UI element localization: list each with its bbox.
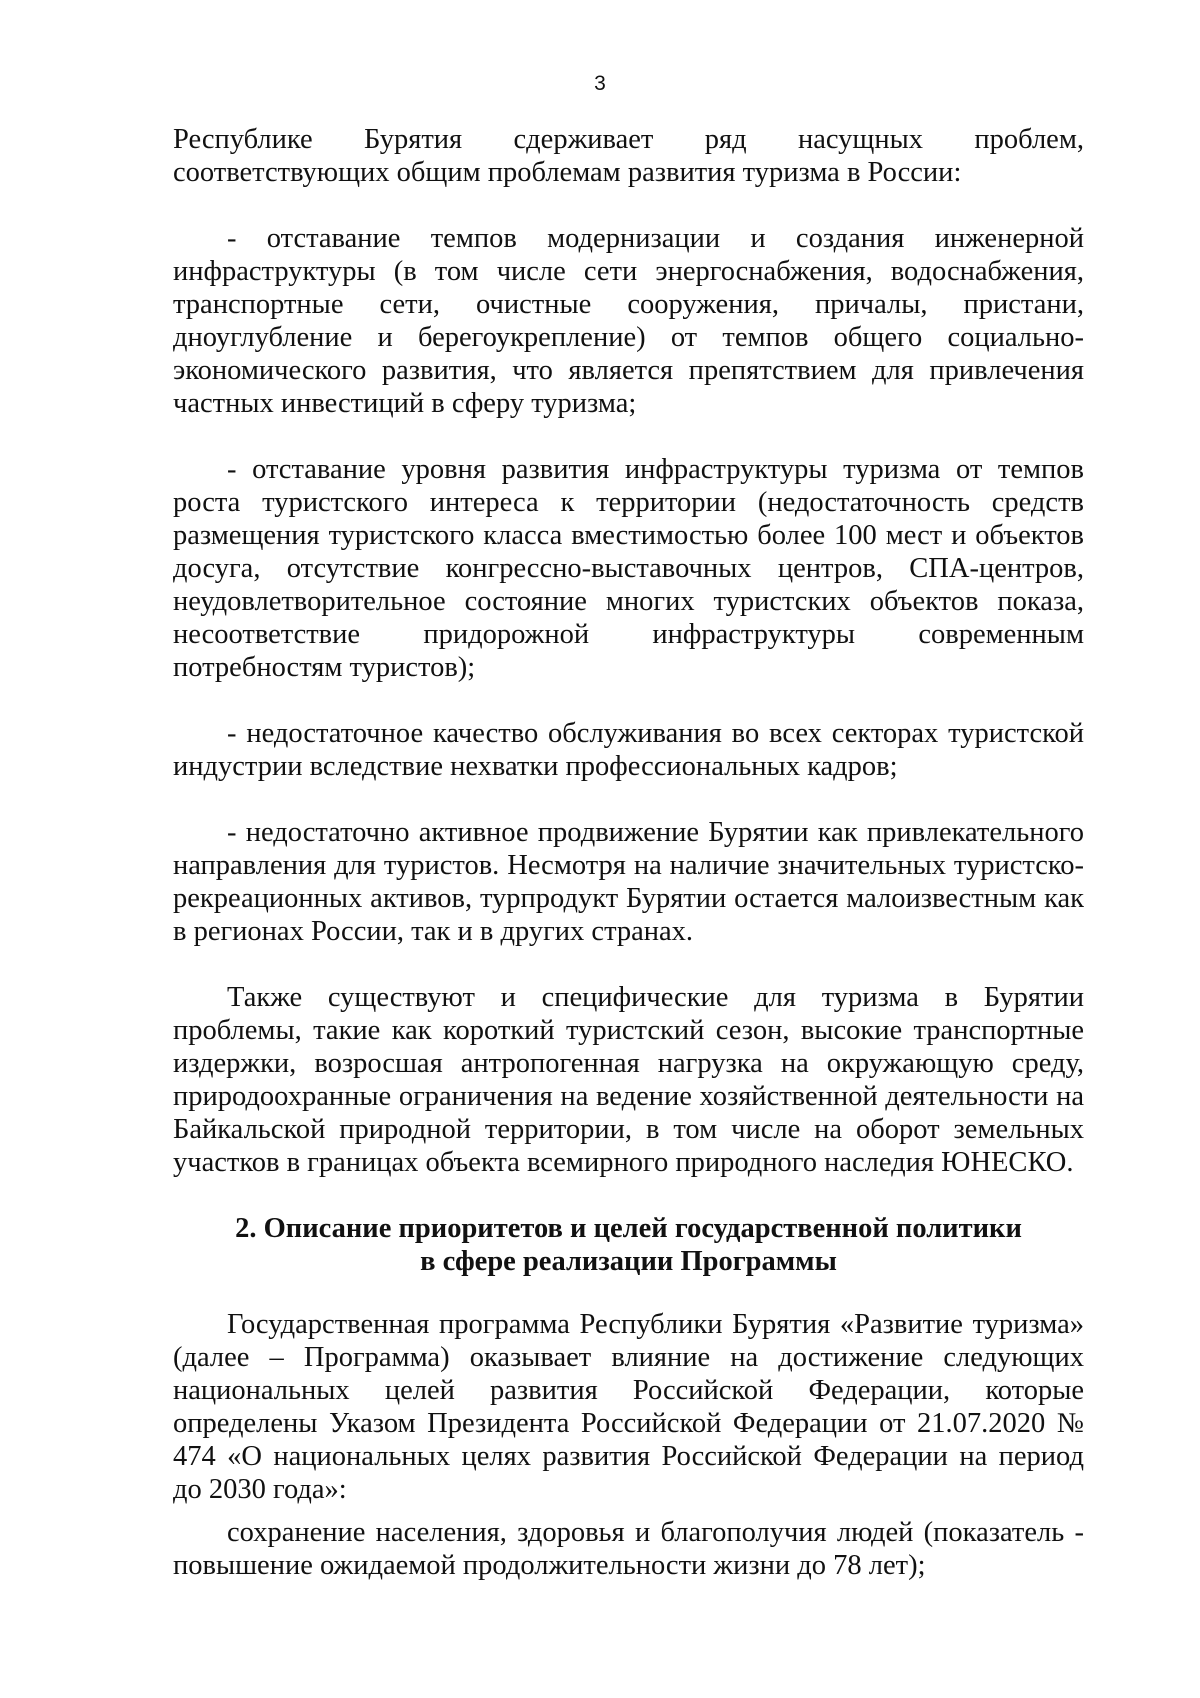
section-heading-line-1: 2. Описание приоритетов и целей государственной политики	[235, 1213, 1022, 1244]
paragraph-problem-tourism-infrastructure: - отставание уровня развития инфраструктуры туризма от темпов роста туристского интереса к территории (недостаточность средств размещения туристского класса вместимостью более 100 мест и объектов досуга, отсутствие конгрессно-выставочных центров, СПА-центров, неудовлетворительное состояние многих туристских объектов показа, несоответствие придорожной инфраструктуры современным потребностям туристов);	[173, 454, 1084, 683]
paragraph-national-goal: сохранение населения, здоровья и благополучия людей (показатель - повышение ожидаемой продолжительности жизни до 78 лет);	[173, 1517, 1084, 1581]
paragraph-problem-engineering-infrastructure: - отставание темпов модернизации и создания инженерной инфраструктуры (в том числе сети энергоснабжения, водоснабжения, транспортные сети, очистные сооружения, причалы, пристани, дноуглубление и берегоукрепление) от темпов общего социально-экономического развития, что является препятствием для привлечения частных инвестиций в сферу туризма;	[173, 223, 1084, 419]
paragraph-intro: Республике Бурятия сдерживает ряд насущных проблем, соответствующих общим проблемам развития туризма в России:	[173, 124, 1084, 188]
document-body	[173, 123, 1084, 1582]
section-heading	[173, 1212, 1084, 1278]
paragraph-specific-problems: Также существуют и специфические для туризма в Бурятии проблемы, такие как короткий туристский сезон, высокие транспортные издержки, возросшая антропогенная нагрузка на окружающую среду, природоохранные ограничения на ведение хозяйственной деятельности на Байкальской природной территории, в том числе на оборот земельных участков в границах объекта всемирного природного наследия ЮНЕСКО.	[173, 982, 1084, 1178]
paragraph-problem-service-quality: - недостаточное качество обслуживания во всех секторах туристской индустрии вследствие нехватки профессиональных кадров;	[173, 718, 1084, 782]
section-heading-line-2: в сфере реализации Программы	[420, 1246, 837, 1277]
paragraph-program-influence: Государственная программа Республики Бурятия «Развитие туризма» (далее – Программа) оказывает влияние на достижение следующих национальных целей развития Российской Федерации, которые определены Указом Президента Российской Федерации от 21.07.2020 № 474 «О национальных целях развития Российской Федерации на период до 2030 года»:	[173, 1309, 1084, 1505]
page-number: 3	[594, 72, 606, 95]
paragraph-problem-promotion: - недостаточно активное продвижение Бурятии как привлекательного направления для туристов. Несмотря на наличие значительных туристско-рекреационных активов, турпродукт Бурятии остается малоизвестным как в регионах России, так и в других странах.	[173, 817, 1084, 947]
